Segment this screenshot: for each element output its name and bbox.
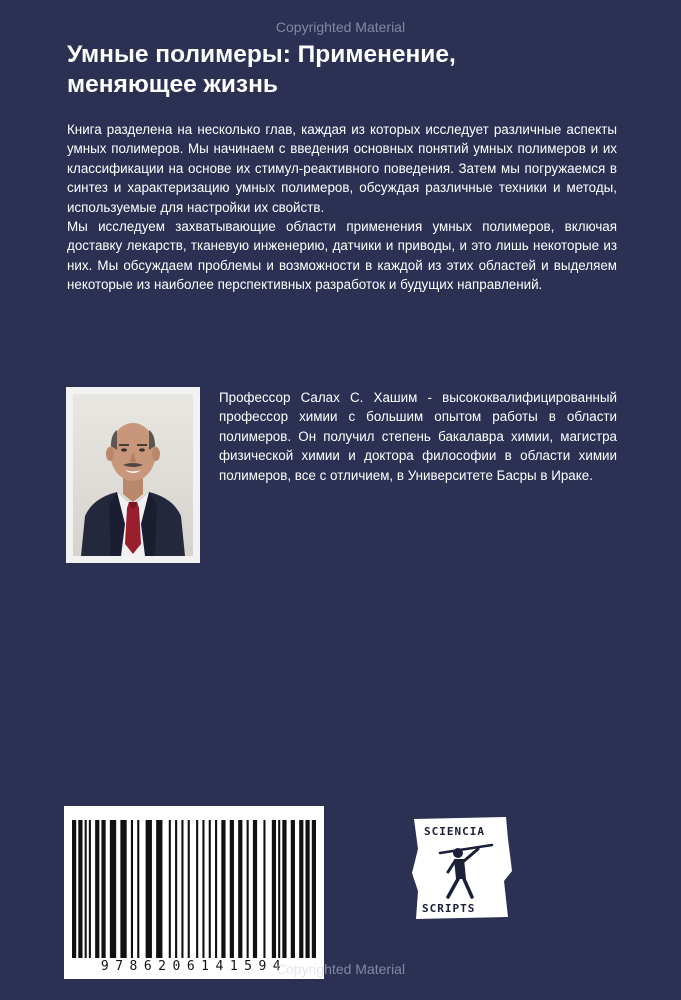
barcode-bar <box>101 820 105 958</box>
barcode-bar <box>209 820 211 958</box>
barcode-bars <box>72 820 316 958</box>
book-title <box>67 40 627 100</box>
publisher-logo <box>410 817 514 919</box>
barcode-bar <box>272 820 276 958</box>
author-biography <box>219 388 617 485</box>
barcode-bar <box>156 820 162 958</box>
barcode-bar <box>305 820 309 958</box>
barcode-bar <box>110 820 116 958</box>
barcode-bar <box>72 820 76 958</box>
barcode-bar <box>89 820 91 958</box>
barcode-bar <box>85 820 87 958</box>
barcode-bar <box>137 820 139 958</box>
barcode-bar <box>196 820 198 958</box>
barcode-bar <box>238 820 242 958</box>
barcode-bar <box>253 820 257 958</box>
barcode-bar <box>95 820 99 958</box>
barcode-bar <box>278 820 280 958</box>
barcode-bar <box>188 820 190 958</box>
barcode-bar <box>202 820 204 958</box>
author-bio-text: Профессор Салах С. Хашим - высококвалифицированный профессор химии с большим опытом работы в области полимеров. Он получил степень бакалавра химии, магистра физической химии и доктора философии в области химии полимеров, все с отличием, в Университете Басры в Ираке. <box>219 390 617 483</box>
book-description <box>67 120 617 295</box>
barcode-bar <box>146 820 152 958</box>
book-title-line-2: меняющее жизнь <box>67 71 278 98</box>
barcode-bar <box>175 820 177 958</box>
barcode-bar <box>282 820 286 958</box>
barcode-bar <box>131 820 133 958</box>
barcode-bar <box>291 820 295 958</box>
publisher-name-bottom: SCRIPTS <box>422 902 476 915</box>
copyright-watermark-top: Copyrighted Material <box>275 19 406 35</box>
barcode-bar <box>263 820 265 958</box>
description-paragraph-1: Книга разделена на несколько глав, каждая из которых исследует различные аспекты умных полимеров. Мы начинаем с введения основных понятий умных полимеров и их классификации на основе их стимул-реактивного поведения. Затем мы погружаемся в синтез и характеризацию умных полимеров, обсуждая различные техники и методы, используемые для настройки их свойств. <box>67 122 617 215</box>
barcode-bar <box>230 820 234 958</box>
barcode-bar <box>169 820 171 958</box>
isbn-barcode <box>64 806 324 979</box>
publisher-name-top: SCIENCIA <box>424 825 485 838</box>
barcode-bar <box>181 820 183 958</box>
barcode-bar <box>120 820 126 958</box>
barcode-bar <box>215 820 217 958</box>
barcode-bar <box>299 820 303 958</box>
isbn-number: 9786206141594 <box>100 959 288 974</box>
copyright-watermark-bottom: Copyrighted Material <box>275 961 406 977</box>
barcode-bar <box>312 820 316 958</box>
barcode-bar <box>247 820 249 958</box>
book-title-line-1: Умные полимеры: Применение, <box>67 41 456 68</box>
author-photo-frame <box>66 387 200 563</box>
barcode-bar <box>78 820 82 958</box>
barcode-bar <box>221 820 225 958</box>
description-paragraph-2: Мы исследуем захватывающие области применения умных полимеров, включая доставку лекарств, тканевую инженерию, датчики и приводы, и это лишь некоторые из них. Мы обсуждаем проблемы и возможности в каждой из этих областей и выделяем некоторые из наиболее перспективных разработок и будущих направлений. <box>67 219 617 293</box>
author-photo <box>73 394 193 556</box>
